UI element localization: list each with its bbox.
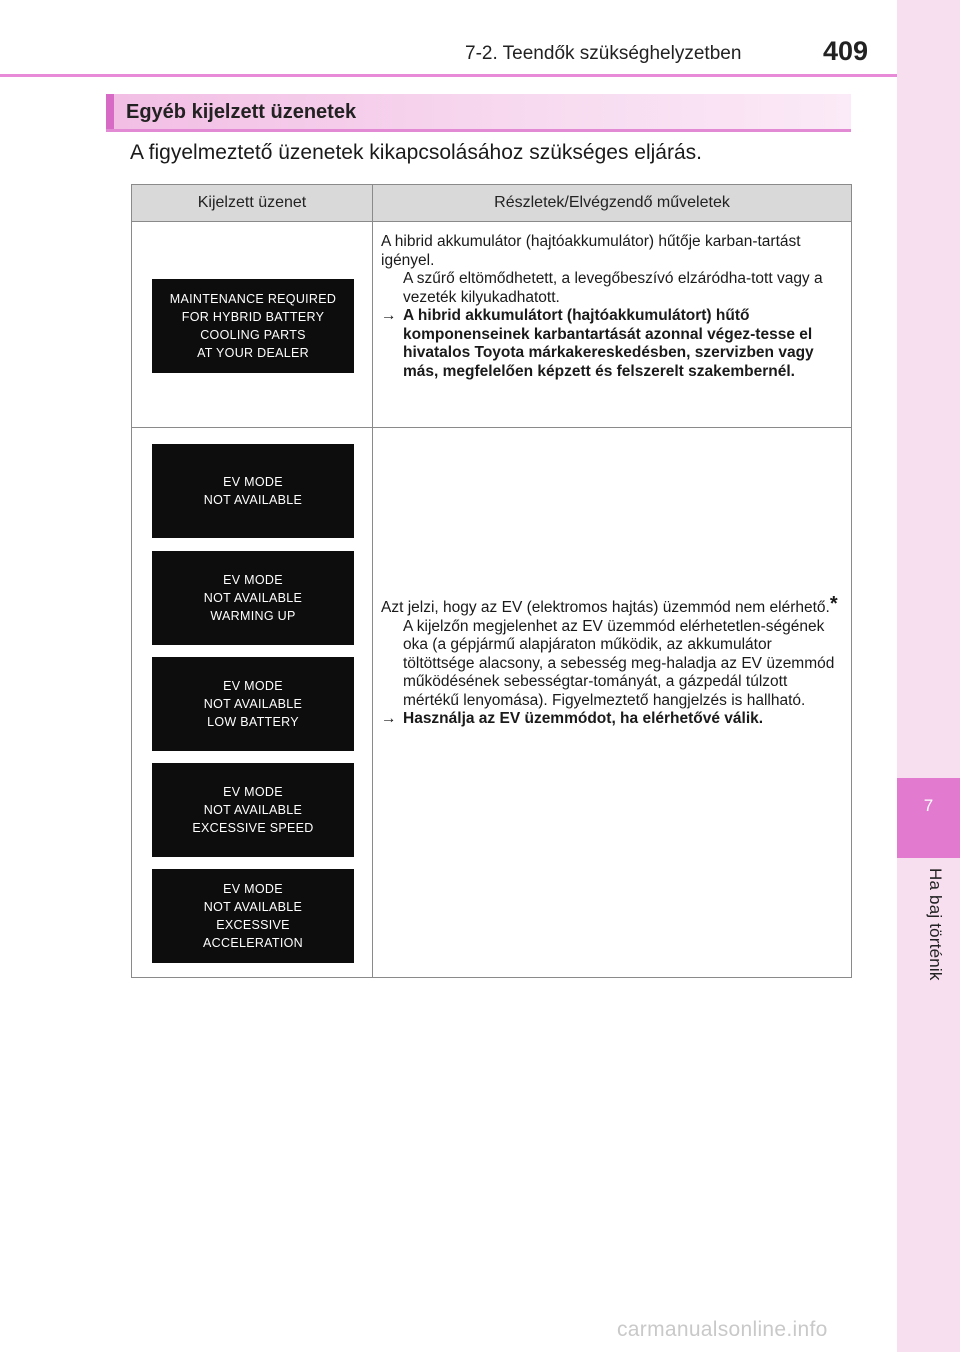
display-message-ev-excessive-acceleration (152, 869, 354, 963)
details-action-text: A hibrid akkumulátort (hajtóakkumulátort) hűtő komponenseinek karbantartását azonnal végez-tesse el hivatalos Toyota márkakereskedésben, szervizben vagy más, megfelelően képzett és felszerelt szakembernél. (403, 307, 814, 380)
row-divider (132, 427, 851, 428)
watermark: carmanualsonline.info (617, 1318, 828, 1341)
arrow-icon: → (381, 710, 397, 727)
column-header-message: Kijelzett üzenet (197, 194, 307, 211)
table-header (132, 185, 851, 222)
display-line: NOT AVAILABLE (203, 900, 303, 914)
display-line: ACCELERATION (203, 936, 303, 950)
display-line: AT YOUR DEALER (197, 346, 309, 360)
display-message-ev-excessive-speed (152, 763, 354, 857)
display-line: MAINTENANCE REQUIRED (169, 292, 337, 306)
display-line: EV MODE (223, 882, 283, 896)
display-message-ev-not-available (152, 444, 354, 538)
page-section-header: 7-2. Teendők szükséghelyzetben (465, 43, 742, 64)
details-lead: A hibrid akkumulátor (hajtóakkumulátor) hűtője karban-tartást igényel. (381, 233, 801, 269)
display-line: EXCESSIVE SPEED (192, 821, 314, 835)
display-line: NOT AVAILABLE (203, 697, 303, 711)
details-action (381, 307, 847, 381)
display-line: LOW BATTERY (207, 715, 299, 729)
section-title-accent (106, 94, 114, 132)
intro-text: A figyelmeztető üzenetek kikapcsolásához szükséges eljárás. (130, 141, 702, 164)
chapter-tab-active (897, 778, 960, 858)
display-message-ev-low-battery (152, 657, 354, 751)
section-title-underline (106, 129, 851, 132)
page-number: 409 (823, 36, 869, 66)
details-note: A szűrő eltömődhetett, a levegőbeszívó elzáródha-tott vagy a vezeték kilyukadhatott. (403, 270, 823, 306)
chapter-number: 7 (923, 796, 934, 815)
chapter-label: Ha baj történik (926, 868, 945, 981)
details-action-text: Használja az EV üzemmódot, ha elérhetővé válik. (403, 710, 764, 727)
display-line: EXCESSIVE (216, 918, 290, 932)
display-line: EV MODE (223, 475, 283, 489)
section-title: Egyéb kijelzett üzenetek (126, 101, 357, 123)
display-line: NOT AVAILABLE (203, 591, 303, 605)
details-lead-text: Azt jelzi, hogy az EV (elektromos hajtás) üzemmód nem elérhető. (381, 599, 830, 616)
display-message-ev-warming-up (152, 551, 354, 645)
display-line: EV MODE (223, 573, 283, 587)
display-line: EV MODE (223, 785, 283, 799)
display-line: FOR HYBRID BATTERY (181, 310, 325, 324)
details-lead (381, 593, 847, 618)
details-action (381, 710, 847, 729)
details-note: A kijelzőn megjelenhet az EV üzemmód elérhetetlen-ségének oka (a gépjármű alapjáraton működik, az akkumulátor töltöttsége alacsony, a sebesség meg-haladja az EV üzemmód működésének sebességtar-tományát, a gázpedál túlzott mértékű lenyomása). Figyelmeztető hangjelzés is hallható. (403, 617, 835, 709)
messages-table (131, 184, 852, 978)
details-cell-hybrid-battery (381, 233, 847, 381)
display-line: EV MODE (223, 679, 283, 693)
display-line: WARMING UP (210, 609, 296, 623)
column-header-details: Részletek/Elvégzendő műveletek (494, 194, 730, 211)
details-cell-ev-mode (381, 593, 847, 729)
display-message-hybrid-battery-cooling (152, 279, 354, 373)
column-divider (372, 185, 373, 977)
display-line: NOT AVAILABLE (203, 493, 303, 507)
chapter-tab-strip (897, 0, 960, 1352)
section-title-bar (106, 94, 851, 132)
display-line: COOLING PARTS (200, 328, 306, 342)
arrow-icon: → (381, 307, 397, 324)
header-rule (0, 74, 897, 77)
footnote-marker: * (829, 593, 838, 615)
display-line: NOT AVAILABLE (203, 803, 303, 817)
